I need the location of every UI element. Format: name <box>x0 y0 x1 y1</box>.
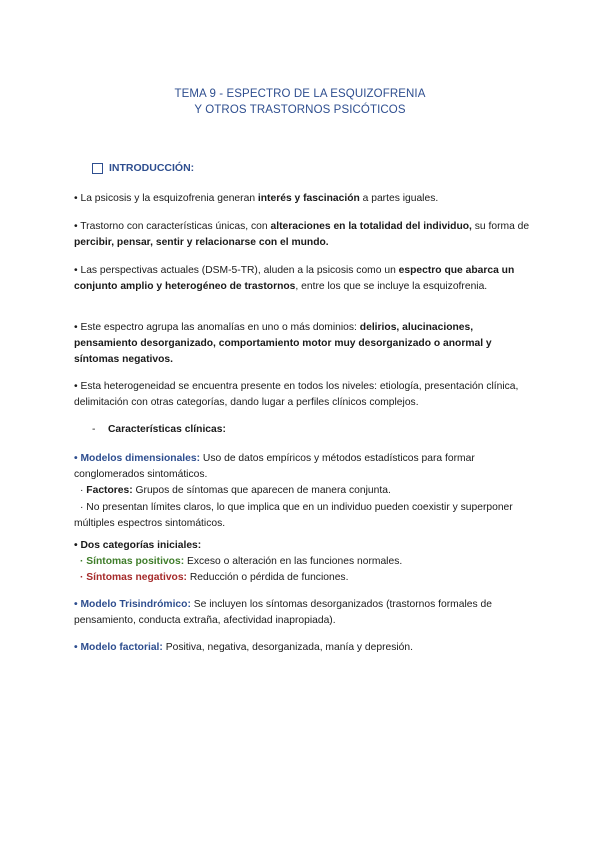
title-line-2: Y OTROS TRASTORNOS PSICÓTICOS <box>194 104 406 116</box>
dimensional-label: Modelos dimensionales: <box>80 453 201 464</box>
trisindromico-text: Se incluyen los síntomas desorganizados (trastornos formales de pensamiento, conducta extraña, afectividad inapropiada). <box>74 599 492 627</box>
factorial-label: • Modelo factorial: <box>74 642 163 653</box>
p3-text-c: , entre los que se incluye la esquizofrenia. <box>295 281 488 293</box>
subheading-caracteristicas <box>92 424 226 435</box>
factorial-text: Positiva, negativa, desorganizada, manía y depresión. <box>162 642 413 653</box>
title-line-1: TEMA 9 - ESPECTRO DE LA ESQUIZOFRENIA <box>174 88 426 100</box>
trisindromico-label: • Modelo Trisindrómico: <box>74 599 191 610</box>
paragraph-1 <box>74 191 534 207</box>
limits-text: · No presentan límites claros, lo que implica que en un individuo pueden coexistir y superponer múltiples espectros sintomáticos. <box>74 501 513 529</box>
p1-bold: interés y fascinación <box>257 193 360 204</box>
factores-text: Grupos de síntomas que aparecen de manera conjunta. <box>132 485 391 497</box>
modelos-dimensionales-block <box>74 451 534 532</box>
p2-text-a: • Trastorno con características únicas, con <box>74 221 271 232</box>
p1-text-a: • La psicosis y la esquizofrenia generan <box>74 193 258 204</box>
paragraph-2 <box>74 219 534 251</box>
section-heading-introduccion <box>92 162 194 174</box>
intro-heading-label: INTRODUCCIÓN: <box>109 162 195 174</box>
p2-bold-d: percibir, pensar, sentir y relacionarse con el mundo. <box>74 237 329 249</box>
sintomas-positivos-text: Exceso o alteración en las funciones normales. <box>184 556 403 568</box>
paragraph-4 <box>74 320 534 369</box>
p2-bold-b: alteraciones en la totalidad del individuo, <box>270 221 472 232</box>
dimensional-text: Uso de datos empíricos y métodos estadísticos para formar conglomerados sintomáticos. <box>74 453 475 481</box>
factores-line <box>74 483 534 499</box>
p4-text-a: • Este espectro agrupa las anomalías en uno o más dominios: <box>74 322 360 333</box>
checkbox-square-icon <box>92 163 103 174</box>
subheading-dash: - <box>92 424 96 435</box>
p1-text-c: a partes iguales. <box>359 193 439 204</box>
factores-bullet: · <box>80 485 87 497</box>
dimensional-line <box>74 451 534 483</box>
sintomas-positivos-line <box>74 554 534 570</box>
sintomas-negativos-text: Reducción o pérdida de funciones. <box>187 572 349 584</box>
modelo-trisindromico <box>74 597 534 629</box>
p4-bold: delirios, alucinaciones, pensamiento desorganizado, comportamiento motor muy desorganizado o anormal y síntomas negativos. <box>74 322 492 366</box>
categorias-block <box>74 538 534 587</box>
document-title <box>0 86 600 118</box>
modelo-factorial <box>74 640 534 656</box>
limits-line <box>74 500 534 532</box>
p2-text-c: su forma de <box>471 221 530 232</box>
dimensional-bullet: • <box>74 453 81 464</box>
sintomas-negativos-line <box>74 570 534 586</box>
paragraph-5: • Esta heterogeneidad se encuentra presente en todos los niveles: etiología, presentación clínica, delimitación con otras categorías, dando lugar a perfiles clínicos complejos. <box>74 381 519 409</box>
p3-text-a: • Las perspectivas actuales (DSM-5-TR), aluden a la psicosis como un <box>74 265 399 276</box>
paragraph-3 <box>74 263 534 295</box>
sintomas-positivos-label: · Síntomas positivos: <box>80 556 185 568</box>
sintomas-negativos-label: · Síntomas negativos: <box>80 572 187 584</box>
p3-bold: espectro que abarca un conjunto amplio y heterogéneo de trastornos <box>74 265 515 293</box>
subheading-label: Características clínicas: <box>108 424 226 435</box>
categorias-label: • Dos categorías iniciales: <box>74 540 202 551</box>
factores-label: Factores: <box>86 485 133 497</box>
